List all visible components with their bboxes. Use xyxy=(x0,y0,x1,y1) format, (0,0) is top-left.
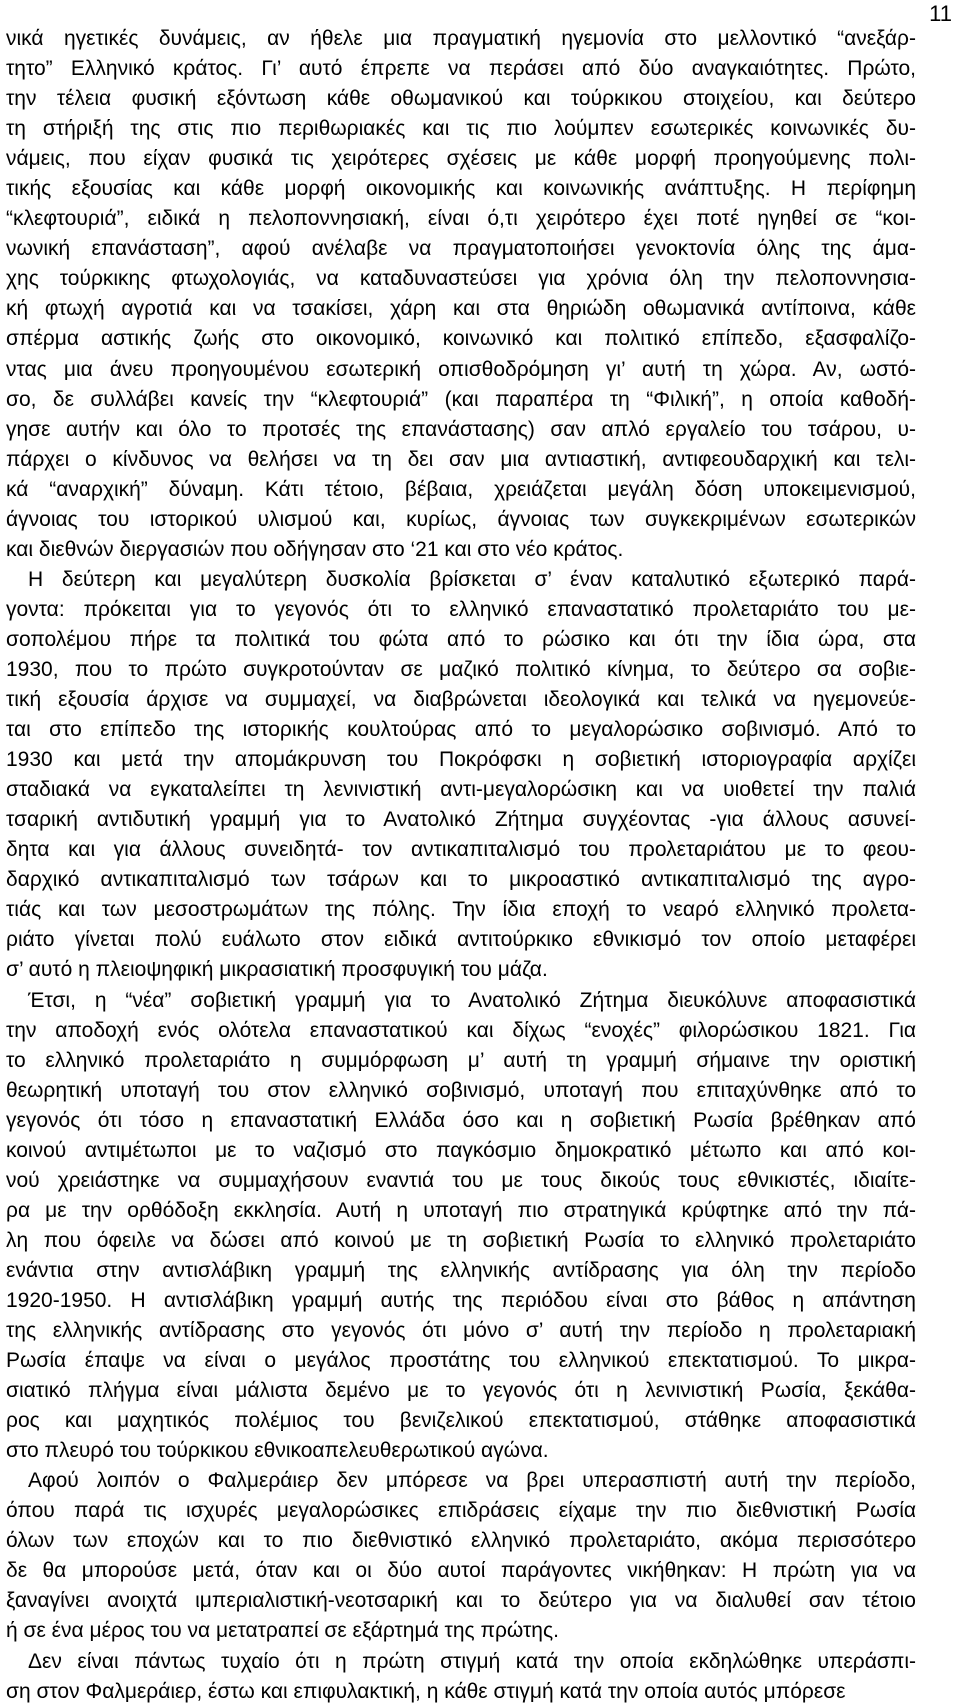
text-line: την αποδοχή ενός ολότελα επαναστατικού και δίχως “ενοχές” φιλορώσικου 1821. Για xyxy=(6,1018,916,1042)
text-line: τσαρική αντιδυτική γραμμή για το Ανατολικό Ζήτημα συγχέοντας -για άλλους ασυνεί- xyxy=(6,808,916,832)
text-line: νού χρειάστηκε να συμμαχήσουν εναντιά του με τους δικούς τους εθνικιστές, ιδιαίτε- xyxy=(6,1168,916,1192)
text-line: ρος και μαχητικός πολέμιος του βενιζελικού επεκτατισμού, στάθηκε αποφασιστικά xyxy=(6,1409,916,1433)
text-line: κοινού αντιμέτωποι με το ναζισμό στο παγκόσμιο δημοκρατικό μέτωπο και από κοι- xyxy=(6,1138,916,1162)
text-line: ή σε ένα μέρος του να μετατραπεί σε εξάρτημά της πρώτης. xyxy=(6,1619,559,1643)
paragraph xyxy=(6,986,916,1467)
text-line: ντας μια άνευ προηγουμένου εσωτερική οπισθοδρόμηση γι’ αυτή τη χώρα. Αν, ωστό- xyxy=(6,357,916,381)
text-line: όπου παρά τις ισχυρές μεγαλορώσικες επιδράσεις είχαμε την πιο διεθνιστική Ρωσία xyxy=(6,1499,916,1523)
text-line: όλων των εποχών και το πιο διεθνιστικό ελληνικό προλεταριάτο, ακόμα περισσότερο xyxy=(6,1529,916,1553)
page-number: 11 xyxy=(929,1,952,26)
text-line: το ελληνικό προλεταριάτο η συμμόρφωση μ’ αυτή τη γραμμή σήμαινε την οριστική xyxy=(6,1048,916,1072)
text-line: ενάντια στην αντισλάβικη γραμμή της ελληνικής αντίδρασης για όλη την περίοδο xyxy=(6,1258,916,1282)
text-line: σιατικό πλήγμα είναι μάλιστα δεμένο με το γεγονός ότι η λενινιστική Ρωσία, ξεκάθα- xyxy=(6,1379,916,1403)
text-line: δητα και για άλλους συνειδητά- τον αντικαπιταλισμό του προλεταριάτου με το φεου- xyxy=(6,838,916,862)
text-line: λη που όφειλε να δώσει από κοινού με τη σοβιετική Ρωσία το ελληνικό προλεταριάτο xyxy=(6,1228,916,1252)
text-line: χης τούρκικης φτωχολογιάς, να καταδυναστεύσει για χρόνια όλη την πελοποννησια- xyxy=(6,267,916,291)
text-line: της ελληνικής αντίδρασης στο γεγονός ότι μόνο σ’ αυτή την περίοδο η προλεταριακή xyxy=(6,1319,916,1343)
text-line: ρα με την ορθόδοξη εκκλησία. Αυτή η υποταγή πιο στρατηγικά κρύφτηκε από την πά- xyxy=(6,1198,916,1222)
text-line: Ρωσία έπαψε να είναι ο μεγάλος προστάτης του ελληνικού επεκτατισμού. Το μικρα- xyxy=(6,1349,916,1373)
text-line: δε θα μπορούσε μετά, όταν και οι δύο αυτοί παράγοντες νικήθηκαν: Η πρώτη για να xyxy=(6,1559,916,1583)
text-line: γοντα: πρόκειται για το γεγονός ότι το ελληνικό επαναστατικό προλεταριάτο του με- xyxy=(6,597,916,621)
text-line: τητο” Ελληνικό κράτος. Γι’ αυτό έπρεπε να περάσει από δύο αναγκαιότητες. Πρώτο, xyxy=(6,57,916,81)
text-line: νικά ηγετικές δυνάμεις, αν ήθελε μια πραγματική ηγεμονία στο μελλοντικό “ανεξάρ- xyxy=(6,27,916,50)
text-line: τη στήριξή της στις πιο περιθωριακές και τις πιο λούμπεν εσωτερικές κοινωνικές δυ- xyxy=(6,117,916,141)
text-line: Έτσι, η “νέα” σοβιετική γραμμή για το Ανατολικό Ζήτημα διευκόλυνε αποφασιστικά xyxy=(28,988,916,1012)
text-line: 1930, που το πρώτο συγκροτούνταν σε μαζικό πολιτικό κίνημα, το δεύτερο σα σοβιε- xyxy=(6,657,916,681)
text-line: γησε αυτήν και όλο το προτσές της επανάστασης) σαν απλό εργαλείο του τσάρου, υ- xyxy=(6,417,916,441)
text-line: κά “αναρχική” δύναμη. Κάτι τέτοιο, βέβαια, χρειάζεται μεγάλη δόση υποκειμενισμού, xyxy=(6,477,916,501)
text-line: δαρχικό αντικαπιταλισμό των τσάρων και το μικροαστικό αντικαπιταλισμό της αγρο- xyxy=(6,868,916,892)
text-line: ξαναγίνει ανοιχτά ιμπεριαλιστική-νεοτσαρική και το δεύτερο για να διαλυθεί σαν τέτοιο xyxy=(6,1589,916,1613)
text-line: στο πλευρό του τούρκικου εθνικοαπελευθερωτικού αγώνα. xyxy=(6,1439,549,1463)
text-line: Αφού λοιπόν ο Φαλμεράιερ δεν μπόρεσε να βρει υπερασπιστή αυτή την περίοδο, xyxy=(28,1469,916,1493)
text-line: κή φτωχή αγροτιά και να τσακίσει, χάρη και στα θηριώδη οθωμανικά αντίποινα, κάθε xyxy=(6,297,916,321)
paragraph xyxy=(6,24,916,565)
text-line: πάρχει ο κίνδυνος να θελήσει να τη δει σαν μια αντιαστική, αντιφεουδαρχική και τελι- xyxy=(6,447,916,471)
text-line: και διεθνών διεργασιών που οδήγησαν στο ‘21 και στο νέο κράτος. xyxy=(6,537,624,561)
text-line: Δεν είναι πάντως τυχαίο ότι η πρώτη στιγμή κατά την οποία εκδηλώθηκε υπεράσπι- xyxy=(28,1649,916,1673)
text-line: νάμεις, που είχαν φυσικά τις χειρότερες σχέσεις με κάθε μορφή προηγούμενης πολι- xyxy=(6,147,916,171)
paragraph xyxy=(6,1466,916,1646)
text-line: την τέλεια φυσική εξόντωση κάθε οθωμανικού και τούρκικου στοιχείου, και δεύτερο xyxy=(6,87,916,111)
text-line: σ’ αυτό η πλειοψηφική μικρασιατική προσφυγική του μάζα. xyxy=(6,958,548,982)
text-line: άγνοιας του ιστορικού υλισμού και, κυρίως, άγνοιας των συγκεκριμένων εσωτερικών xyxy=(6,507,916,531)
text-line: ση στον Φαλμεράιερ, έστω και επιφυλακτική, η κάθε στιγμή κατά την οποία αυτός μπόρεσε xyxy=(6,1679,846,1703)
text-line: τική εξουσία άρχισε να συμμαχεί, να διαβρώνεται ιδεολογικά και τελικά να ηγεμονεύε- xyxy=(6,688,916,712)
text-line: ριάτο γίνεται πολύ ευάλωτο στον ειδικά αντιτούρκικο εθνικισμό τον οποίο μεταφέρει xyxy=(6,928,916,952)
text-line: 1930 και μετά την απομάκρυνση του Ποκρόφσκι η σοβιετική ιστοριογραφία αρχίζει xyxy=(6,748,916,772)
text-line: νωνική επανάσταση”, αφού ανέλαβε να πραγματοποιήσει γενοκτονία όλης της άμα- xyxy=(6,237,916,261)
text-line: Η δεύτερη και μεγαλύτερη δυσκολία βρίσκεται σ’ έναν καταλυτικό εξωτερικό παρά- xyxy=(28,567,916,591)
document-body xyxy=(6,24,916,1707)
text-line: τιάς και των μεσοστρωμάτων της πόλης. Την ίδια εποχή το νεαρό ελληνικό προλετα- xyxy=(6,898,916,922)
text-line: 1920-1950. Η αντισλάβικη γραμμή αυτής της περιόδου είναι στο βάθος η απάντηση xyxy=(6,1288,916,1312)
paragraph xyxy=(6,565,916,986)
text-line: “κλεφτουριά”, ειδικά η πελοποννησιακή, είναι ό,τι χειρότερο έχει ποτέ ηγηθεί σε “κοι- xyxy=(6,207,916,231)
text-line: τικής εξουσίας και κάθε μορφή οικονομικής και κοινωνικής ανάπτυξης. Η περίφημη xyxy=(6,177,916,201)
text-line: γεγονός ότι τόσο η επαναστατική Ελλάδα όσο και η σοβιετική Ρωσία βρέθηκαν από xyxy=(6,1108,916,1132)
text-line: σπέρμα αστικής ζωής στο οικονομικό, κοινωνικό και πολιτικό επίπεδο, εξασφαλίζο- xyxy=(6,327,916,351)
text-line: σο, δε συλλάβει κανείς την “κλεφτουριά” (και παραπέρα τη “Φιλική”, η οποία καθοδή- xyxy=(6,387,916,411)
text-line: θεωρητική υποταγή του στον ελληνικό σοβινισμό, υποταγή που επιταχύνθηκε από το xyxy=(6,1078,916,1102)
text-line: ται στο επίπεδο της ιστορικής κουλτούρας από το μεγαλορώσικο σοβινισμό. Από το xyxy=(6,718,916,742)
text-line: σταδιακά να εγκαταλείπει τη λενινιστική αντι-μεγαλορώσικη και να υιοθετεί την παλιά xyxy=(6,778,916,802)
text-line: σοπολέμου πήρε τα πολιτικά του φώτα από το ρώσικο και ότι την ίδια ώρα, στα xyxy=(6,627,916,651)
